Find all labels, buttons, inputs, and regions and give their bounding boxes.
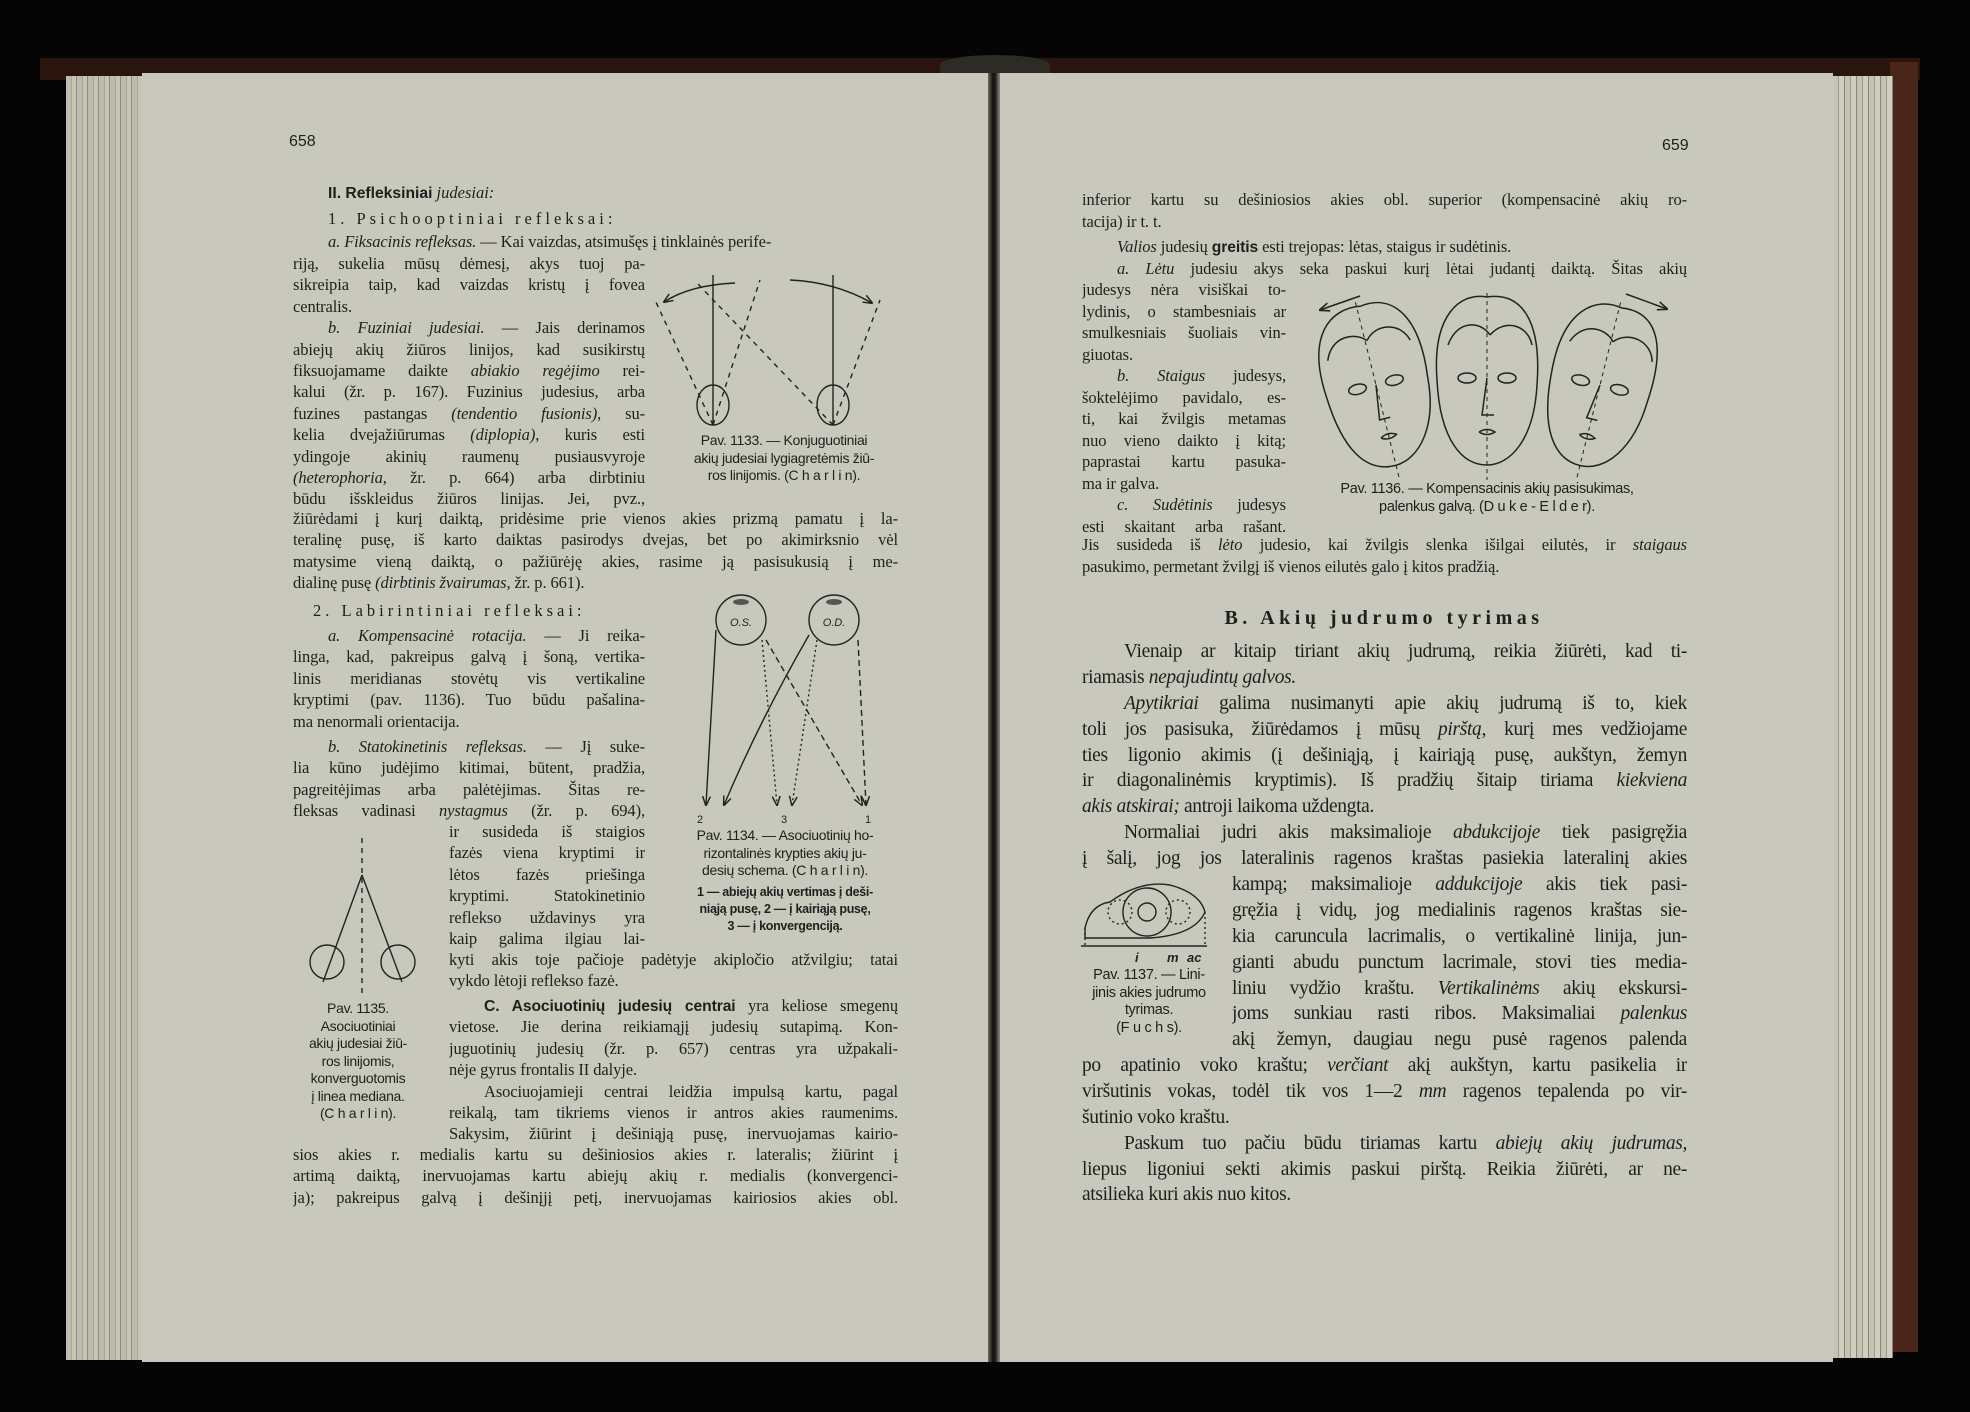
- text-run: kampą; maksimalioje: [1232, 874, 1436, 895]
- figure-1136-head-tilt-faces: [1305, 289, 1670, 489]
- text-run: judesys: [1212, 495, 1286, 514]
- text-run: ir susideda iš staigios: [449, 822, 645, 841]
- caption-line: akių judesiai žiū-: [308, 1035, 408, 1051]
- text-run: teralinę pusę, iš karto daiktas pasirodys dvejas, bet po akimirksnio vėl: [293, 530, 898, 550]
- right-eye-globe: [381, 945, 415, 979]
- text-run: , su-: [597, 403, 645, 423]
- caption-line: Pav. 1137. — Lini-: [1093, 967, 1205, 983]
- text-run: atsilieka kuri akis nuo kitos.: [1082, 1184, 1291, 1206]
- caption-line: į linea mediana.: [311, 1087, 405, 1104]
- arrow-number-1: 1: [864, 814, 872, 826]
- page-number-left: 658: [289, 133, 316, 150]
- text-run: smulkesniais šuoliais vin-: [1082, 323, 1286, 342]
- text-run: — Kai vaizdas, atsimušęs į tinklainės perife-: [476, 232, 772, 251]
- text-run: šutinio voko kraštu.: [1082, 1106, 1230, 1128]
- text-run: paprastai kartu pasuka-: [1082, 452, 1286, 471]
- italic-text-run: verčiant: [1327, 1055, 1389, 1076]
- text-run: kia caruncula lacrimalis, o vertikalinė linija, jun-: [1232, 925, 1687, 947]
- text-run: reflekso uždavinys yra: [449, 907, 645, 927]
- italic-text-run: (tendentio fusionis): [451, 403, 598, 423]
- text-run: sikreipia taip, kad vaizdas kristų į fovea: [293, 275, 645, 295]
- italic-text-run: akis atskirai;: [1082, 796, 1180, 818]
- text-run: tiek pasigręžia: [1540, 822, 1687, 844]
- text-run: ti, kai žvilgis metamas: [1082, 409, 1286, 428]
- text-run: dialinę pusę: [293, 573, 376, 593]
- text-run: reikalą, tam tikriems vienos ir antros akies raumenims.: [449, 1102, 898, 1122]
- text-run: — Jais derinamos: [484, 318, 645, 338]
- text-run: ragenos tepalenda po vir-: [1446, 1080, 1687, 1102]
- text-run: toli jos pasisuka, žiūrėdamos į mūsų: [1082, 718, 1439, 740]
- caption-line: Pav. 1136. — Kompensacinis akių pasisukimas,: [1340, 481, 1634, 497]
- text-run: ma ir galva.: [1082, 473, 1160, 493]
- page-number-right: 659: [1662, 137, 1689, 154]
- italic-text-run: b. Fuziniai judesiai.: [328, 318, 485, 338]
- label-m: m: [1167, 950, 1179, 965]
- text-run: antroji laikoma uždengta.: [1179, 796, 1374, 818]
- arrow-number-2: 2: [696, 814, 704, 826]
- text-run: centralis.: [293, 296, 353, 316]
- caption-line: niąją pusę, 2 — į kairiąją pusę,: [699, 902, 871, 916]
- text-run: kelia dvejažiūrumas: [293, 425, 471, 445]
- caption-line: palenkus galvą. (D u k e - E l d e r).: [1379, 498, 1595, 515]
- caption-line: Pav. 1135.: [327, 1000, 389, 1016]
- caption-line: (F u c h s).: [1116, 1019, 1182, 1036]
- text-run: judesys,: [1205, 366, 1286, 385]
- caption-line: Pav. 1134. — Asociuotinių ho-: [696, 827, 874, 843]
- italic-text-run: nystagmus: [439, 801, 508, 821]
- text-run: Sakysim, žiūrint į dešiniąją pusę, inervuojamas kairio-: [449, 1124, 898, 1144]
- italic-text-run: Vertikalinėms: [1437, 977, 1540, 999]
- text-run: gianti abudu punctum lacrimale, stovi ties media-: [1232, 951, 1687, 973]
- italic-text-run: Valios: [1117, 237, 1157, 256]
- text-run: judesių: [1156, 237, 1212, 256]
- text-run: nėje gyrus frontalis II dalyje.: [449, 1060, 637, 1080]
- figure-1135-convergent-gaze-diagram: [310, 838, 415, 995]
- text-run: akis tiek pasi-: [1522, 874, 1687, 895]
- text-run: lydinis, o stambesniais ar: [1082, 301, 1286, 321]
- label-ac: ac: [1187, 950, 1202, 965]
- text-run: linga, kad, pakreipus galvą į šoną, vertika-: [293, 647, 645, 667]
- italic-text-run: (heterophoria: [293, 467, 383, 487]
- italic-text-run: (diplopia): [470, 425, 536, 445]
- text-run: giuotas.: [1082, 344, 1133, 364]
- text-run: vykdo lėtoji reflekso fazė.: [449, 971, 619, 991]
- text-run: akį žemyn, daugiau negu pusė ragenos palenda: [1232, 1029, 1687, 1051]
- caption-line: tyrimas.: [1124, 1002, 1174, 1018]
- text-run: lia kūno judėjimo kitimai, būtent, pradžia,: [293, 758, 645, 778]
- text-run: esti trejopas: lėtas, staigus ir sudėtinis.: [1258, 237, 1512, 256]
- text-run: žiūrėdami į kurį daiktą, pridėsime prie vienos akies prizmą pamatu į la-: [293, 509, 898, 528]
- caption-line: 3 — į konvergenciją.: [727, 919, 843, 933]
- text-run: šoktelėjimo pavidalo, es-: [1082, 387, 1286, 407]
- text-run: liniu vydžio kraštu.: [1232, 977, 1438, 999]
- text-run: liepus ligoniui sekti akimis paskui pirštą. Reikia žiūrėti, ar ne-: [1082, 1158, 1687, 1180]
- text-run: ma nenormali orientacija.: [293, 711, 460, 731]
- text-run: juguotinių judesių (žr. p. 657) centras yra užpakali-: [449, 1038, 898, 1058]
- text-run: akį aukštyn, kartu pasikelia ir: [1388, 1055, 1687, 1076]
- text-run: riamasis: [1082, 666, 1149, 688]
- caption-line: 1 — abiejų akių vertimas į deši-: [697, 885, 873, 899]
- text-run: galima nusimanyti apie akių judrumą iš to, kiek: [1198, 692, 1687, 714]
- text-run: artimą daiktą, inervuojamas kartu abiejų akių r. medialis (konvergenci-: [293, 1166, 898, 1186]
- italic-text-run: pirštą,: [1438, 718, 1486, 740]
- text-run: kalui (žr. p. 167). Fuzinius judesius, arba: [293, 382, 645, 402]
- caption-line: (C h a r l i n).: [319, 1105, 397, 1121]
- text-run: , žr. p. 664) arba dirbtiniu: [382, 467, 645, 487]
- text-run: , žr. p. 661).: [506, 573, 585, 593]
- figure-1133-parallel-gaze-diagram: [655, 275, 880, 425]
- italic-text-run: judesiai:: [436, 183, 495, 202]
- text-run: riją, sukelia mūsų dėmesį, akys tuoj pa-: [293, 254, 645, 273]
- text-run: būdu išskleidus žiūros linijas. Jei, pvz.,: [293, 489, 645, 509]
- arrow-number-3: 3: [780, 814, 788, 826]
- arrow-left-icon: [1320, 296, 1360, 310]
- section-heading-eye-motility-examination: B. Akių judrumo tyrimas: [1224, 607, 1544, 629]
- subheading-labyrinthine-reflexes: 2. Labirintiniai refleksai:: [313, 601, 586, 620]
- text-run: viršutinis vokas, todėl tik vos 1—2: [1082, 1080, 1419, 1102]
- text-run: rei-: [599, 360, 645, 380]
- face-upright: [1436, 293, 1537, 480]
- text-run: po apatinio voko kraštu;: [1082, 1055, 1328, 1076]
- text-run: akių ekskursi-: [1539, 977, 1687, 999]
- caption-line: Pav. 1133. — Konjuguotiniai: [700, 432, 868, 448]
- text-run: pagreitėjimas arba palėtėjimas. Šitas re-: [293, 779, 645, 799]
- text-run: ties ligonio akimis (į dešiniąją, į kairiąją pusę, aukštyn, žemyn: [1082, 744, 1687, 766]
- text-run: vietose. Jie derina reikiamąjį judesių sutapimą. Kon-: [449, 1017, 898, 1037]
- italic-text-run: nepajudintų galvos.: [1148, 666, 1296, 688]
- text-run: yra keliose smegenų: [735, 996, 898, 1015]
- text-run: kurį mes vedžiojame: [1485, 718, 1687, 740]
- italic-text-run: staigaus: [1632, 535, 1687, 554]
- figure-1137-linear-eye-motility: [1081, 884, 1207, 946]
- text-run: nuo vieno daikto į kitą;: [1082, 430, 1286, 450]
- text-run: fazės viena kryptimi ir: [449, 843, 645, 863]
- italic-text-run: b. Statokinetinis refleksas.: [328, 737, 527, 756]
- caption-line: ros linijomis. (C h a r l i n).: [707, 467, 861, 483]
- bold-text-run: C. Asociuotinių judesių centrai: [484, 998, 736, 1015]
- bold-text-run: greitis: [1211, 239, 1259, 256]
- text-run: fiksuojamame daikte: [293, 360, 471, 380]
- text-run: Vienaip ar kitaip tiriant akių judrumą, reikia žiūrėti, kad ti-: [1124, 641, 1687, 662]
- bold-text-run: II. Refleksiniai: [328, 185, 433, 202]
- italic-text-run: addukcijoje: [1435, 874, 1523, 895]
- text-run: esti skaitant arba rašant.: [1082, 516, 1286, 536]
- text-run: linis meridianas stovėtų vis vertikaline: [293, 668, 645, 688]
- text-run: gręžia į vidų, jog medialinis ragenos kraštas sie-: [1232, 899, 1687, 921]
- italic-text-run: lėto: [1218, 535, 1243, 554]
- text-run: judesiu akys seka paskui kurį lėtai judantį daiktą. Šitas akių: [1174, 258, 1687, 278]
- text-run: Paskum tuo pačiu būdu tiriamas kartu: [1124, 1132, 1496, 1154]
- text-run: judesys nėra visiškai to-: [1082, 280, 1286, 299]
- text-run: — Ji reika-: [526, 626, 645, 645]
- text-run: pasukimo, permetant žvilgį iš vienos eilutės galo į kitos pradžią.: [1082, 556, 1500, 576]
- subheading-psychooptic-reflexes: 1. Psichooptiniai refleksai:: [328, 209, 617, 228]
- caption-line: desių schema. (C h a r l i n).: [701, 862, 869, 878]
- text-run: Jis susideda iš: [1082, 535, 1219, 554]
- italic-text-run: kiekviena: [1616, 770, 1687, 792]
- label-i: i: [1135, 950, 1139, 965]
- italic-text-run: palenkus: [1620, 1003, 1687, 1025]
- caption-line: rizontalinės krypties akių ju-: [703, 844, 867, 861]
- italic-text-run: abdukcijoje: [1452, 822, 1541, 844]
- text-run: matysime vieną daiktą, o pažiūrėję akies, rasime ją pasisukusią į me-: [293, 551, 898, 571]
- text-run: Asociuojamieji centrai leidžia impulsą kartu, pagal: [484, 1081, 898, 1101]
- text-run: ydingoje akinių raumenų pusiausvyroje: [293, 446, 645, 466]
- text-run: , kuris esti: [535, 425, 645, 445]
- text-run: kaip galima ilgiau lai-: [449, 928, 645, 948]
- left-eye-globe: [310, 945, 344, 979]
- caption-line: Asociuotiniai: [320, 1017, 396, 1034]
- text-run: inferior kartu su dešiniosios akies obl. superior (kompensacinė akių ro-: [1082, 190, 1687, 209]
- face-tilted-right: [1528, 290, 1670, 489]
- text-run: lėtos fazės priešinga: [449, 864, 645, 884]
- text-run: kryptimi (pav. 1136). Tuo būdu pašalina-: [293, 690, 645, 710]
- text-run: fleksas vadinasi: [293, 801, 439, 821]
- text-run: sios akies r. medialis kartu su dešiniosios akies r. lateralis; žiūrint į: [293, 1145, 898, 1164]
- face-tilted-left: [1305, 289, 1450, 489]
- italic-text-run: a. Kompensacinė rotacija.: [328, 626, 527, 645]
- italic-text-run: mm: [1418, 1080, 1447, 1102]
- text-run: judesio, kai žvilgis slenka išilgai eilutės, ir: [1242, 535, 1633, 554]
- text-run: ja); pakreipus galvą į dešinįjį petį, inervuojamas kairiosios akies obl.: [293, 1187, 898, 1207]
- text-run: joms sunkiau rasti ribos. Maksimaliai: [1232, 1003, 1621, 1025]
- text-run: (žr. p. 694),: [507, 801, 645, 821]
- italic-text-run: (dirbtinis žvairumas: [375, 573, 507, 593]
- label-os: O.S.: [729, 617, 753, 629]
- caption-line: jinis akies judrumo: [1092, 984, 1206, 1001]
- italic-text-run: a. Lėtu: [1117, 258, 1175, 278]
- italic-text-run: abiakio regėjimo: [470, 360, 600, 380]
- text-run: Normaliai judri akis maksimalioje: [1124, 822, 1453, 844]
- text-run: kyti akis toje pačioje padėtyje akipločio atžvilgiu; tatai: [449, 950, 898, 969]
- italic-text-run: abiejų akių judrumas,: [1495, 1132, 1687, 1154]
- italic-text-run: Apytikriai: [1124, 692, 1199, 714]
- text-run: tacija) ir t. t.: [1082, 211, 1162, 231]
- italic-text-run: c. Sudėtinis: [1117, 495, 1213, 514]
- text-run: ir diagonalinėmis kryptimis). Iš pradžių šitaip tiriama: [1082, 770, 1617, 792]
- italic-text-run: a. Fiksacinis refleksas.: [328, 232, 477, 251]
- label-od: O.D.: [822, 617, 846, 629]
- arrow-right-icon: [1626, 294, 1667, 309]
- text-run: fuzines pastangas: [293, 403, 452, 423]
- text-run: į šalį, jog jos lateralinis ragenos kraštas pasiekia lateralinį akies: [1082, 848, 1687, 870]
- text-run: — Jį suke-: [526, 737, 645, 756]
- caption-line: akių judesiai lygiagretėmis žiū-: [693, 449, 875, 466]
- italic-text-run: b. Staigus: [1117, 366, 1206, 385]
- caption-line: konverguotomis: [310, 1070, 406, 1086]
- text-run: abiejų akių žiūros linijos, kad susikirstų: [293, 339, 645, 359]
- caption-line: ros linijomis,: [321, 1052, 395, 1069]
- text-run: kryptimi. Statokinetinio: [449, 886, 645, 906]
